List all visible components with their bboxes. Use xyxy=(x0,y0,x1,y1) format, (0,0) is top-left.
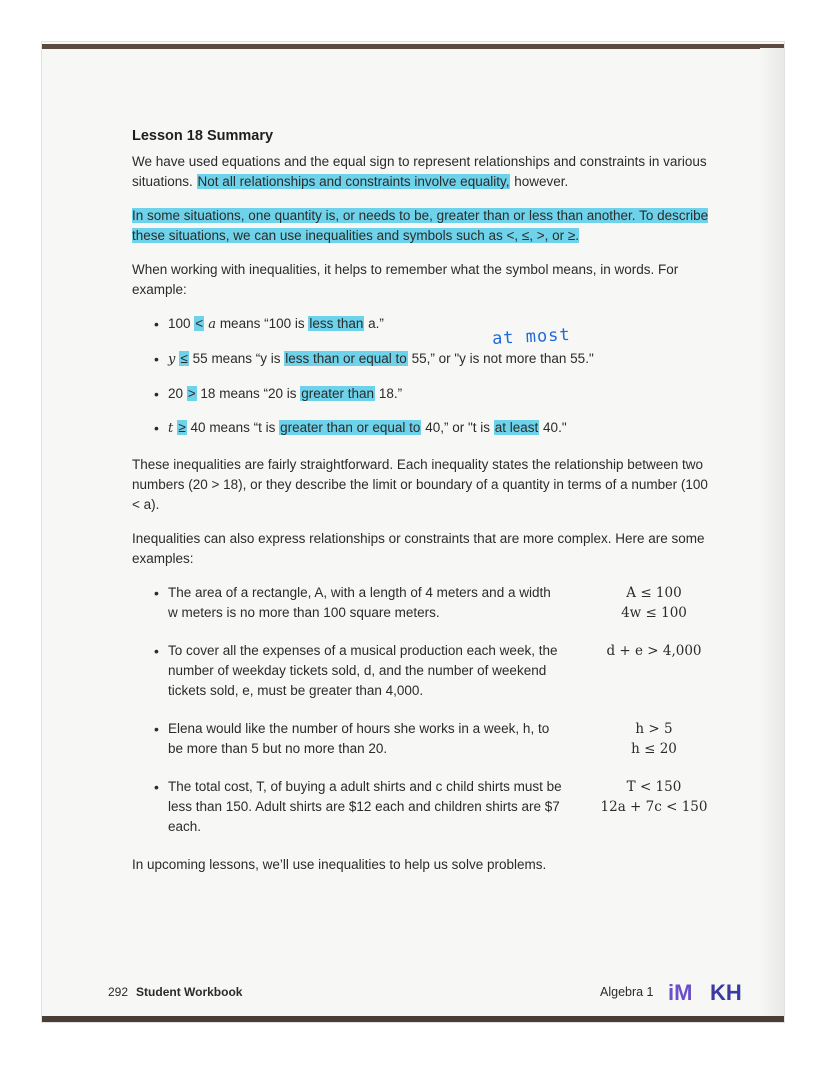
example-inequalities: d + e > 4,000 xyxy=(606,643,702,659)
complex-example xyxy=(154,641,708,701)
inequality-symbol: < xyxy=(195,316,204,331)
meaning-highlight: greater than or equal to xyxy=(280,420,421,435)
example-inequalities: A ≤ 100 4w ≤ 100 xyxy=(621,585,687,621)
example-text: • Elena would like the number of hours she works in a week, h, to be more than 5 but no more than 20. xyxy=(168,721,550,756)
straightforward-paragraph: These inequalities are fairly straightforward. Each inequality states the relationship between two numbers (20 > 18), or they describe the limit or boundary of a quantity in terms of a number (100 < a). xyxy=(132,457,708,512)
book-name: Student Workbook xyxy=(136,985,243,999)
lesson-title: Lesson 18 Summary xyxy=(132,128,274,144)
intro-text: We have used equations and the equal sign to represent relationships and constraints in various situations. xyxy=(132,154,707,189)
working-paragraph: When working with inequalities, it helps to remember what the symbol means, in words. For example: xyxy=(132,262,679,297)
highlighted-paragraph xyxy=(132,206,712,246)
example-text: • To cover all the expenses of a musical production each week, the number of weekday tickets sold, d, and the number of weekend tickets sold, e, must be greater than 4,000. xyxy=(168,643,558,698)
footer-left xyxy=(108,985,242,999)
intro-highlight: Not all relationships and constraints involve equality, xyxy=(197,174,510,189)
im-logo: iM xyxy=(668,980,693,1005)
closing-paragraph: In upcoming lessons, we’ll use inequalities to help us solve problems. xyxy=(132,857,547,872)
page-bottom-edge xyxy=(42,1016,784,1022)
intro-paragraph xyxy=(132,152,712,192)
basic-example: • 100 < a means “100 is less than a.” xyxy=(154,314,712,335)
basic-examples-list xyxy=(132,314,712,439)
complex-example xyxy=(154,777,708,837)
basic-example: • 20 > 18 means “20 is greater than 18.” xyxy=(154,384,712,404)
inequality-symbol: > xyxy=(187,386,196,401)
page-number: 292 xyxy=(108,985,129,999)
basic-example: • t ≥ 40 means “t is greater than or equal to 40,” or "t is at least 40." xyxy=(154,418,712,439)
lesson-summary xyxy=(132,126,712,889)
at-least-highlight: at least xyxy=(494,420,539,435)
course-name: Algebra 1 xyxy=(600,985,654,999)
meaning-highlight: less than xyxy=(309,316,364,331)
highlighted-paragraph-text: In some situations, one quantity is, or needs to be, greater than or less than another. To describe these situations, we can use inequalities and symbols such as <, ≤, >, or ≥. xyxy=(132,208,709,243)
meaning-highlight: greater than xyxy=(301,386,375,401)
complex-example xyxy=(154,583,708,623)
handwritten-note: at most xyxy=(491,324,572,350)
basic-example: • y ≤ 55 means “y is less than or equal to 55,” or "y is not more than 55." xyxy=(154,349,712,370)
example-text: • The total cost, T, of buying a adult shirts and c child shirts must be less than 150. Adult shirts are $12 each and children shirts are $7 each. xyxy=(168,779,562,834)
complex-paragraph: Inequalities can also express relationships or constraints that are more complex. Here are some examples: xyxy=(132,531,705,566)
inequality-symbol: ≤ xyxy=(180,351,188,366)
kh-logo: KH xyxy=(710,980,742,1005)
intro-tail: however. xyxy=(510,174,569,189)
page-right-shadow xyxy=(760,48,784,1016)
inequality-symbol: ≥ xyxy=(178,420,186,435)
complex-example xyxy=(154,719,708,759)
page-top-edge xyxy=(42,44,784,49)
meaning-highlight: less than or equal to xyxy=(285,351,407,366)
example-text: • The area of a rectangle, A, with a length of 4 meters and a width w meters is no more than 100 square meters. xyxy=(168,585,551,620)
example-inequalities: h > 5 h ≤ 20 xyxy=(631,721,677,757)
example-inequalities: T < 150 12a + 7c < 150 xyxy=(600,779,708,815)
